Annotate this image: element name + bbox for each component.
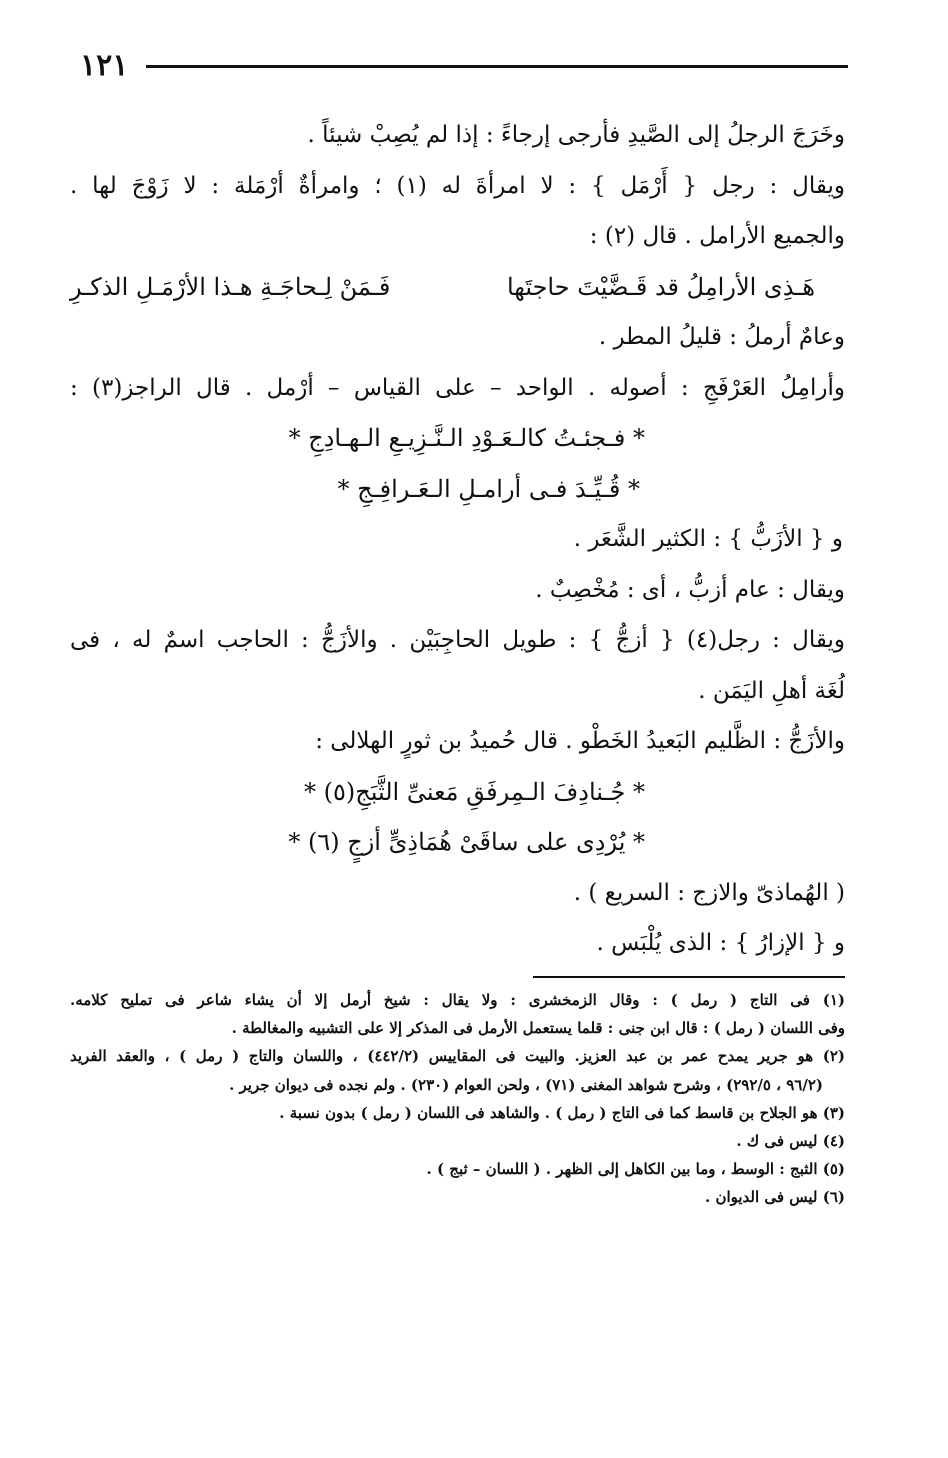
body-line: ( الهُماذىّ والازج : السريع ) . — [573, 879, 845, 906]
body-text — [70, 110, 845, 969]
header-rule — [146, 65, 848, 68]
page-number: ١٢١ — [80, 48, 129, 83]
body-line: والأزَجُّ : الظَّليم البَعيدُ الخَطْو . قال حُميدُ بن ثورٍ الهلالى : — [315, 728, 845, 754]
footnote: (٢) هو جرير يمدح عمر بن عبد العزيز. والبيت فى المقاييس (٤٤٢/٢) ، واللسان والتاج ( رمل ) ، والعقد الفريد — [70, 1047, 845, 1066]
footnote: (٦) ليس فى الديوان . — [705, 1188, 845, 1207]
footnote: (٣) هو الجلاح بن قاسط كما فى التاج ( رمل ) . والشاهد فى اللسان ( رمل ) بدون نسبة . — [279, 1103, 845, 1122]
rajaz-line: * قُـيِّـدَ فـى أرامـلِ الـعَـرافِـجِ * — [337, 474, 640, 503]
page-header — [70, 48, 848, 88]
body-line: ويقال : رجل { أَرْمَل } : لا امرأةَ له (١) ؛ وامرأةٌ أرْمَلة : لا زَوْجَ لها . — [70, 172, 845, 199]
body-line: وأرامِلُ العَرْفَجِ : أصوله . الواحد – على القياس – أرْمل . قال الراجز(٣) : — [70, 374, 845, 401]
footnote: وفى اللسان ( رمل ) : قال ابن جنى : قلما يستعمل الأرمل فى المذكر إلا على التشبيه والمغالطة . — [231, 1019, 845, 1038]
footnote: (١) فى التاج ( رمل ) : وقال الزمخشرى : ولا يقال : شيخ أرمل إلا أن يشاء شاعر فى تمليح كلامه. — [70, 991, 845, 1009]
footnotes — [70, 986, 845, 1212]
body-line: وعامٌ أرملُ : قليلُ المطر . — [598, 324, 845, 350]
body-line: والجميع الأرامل . قال (٢) : — [589, 223, 845, 249]
body-line: وخَرَجَ الرجلُ إلى الصَّيدِ فأرجى إرجاءً : إذا لم يُصِبْ شيئاً . — [307, 122, 845, 148]
poem-verse — [70, 262, 845, 313]
rajaz-line: * يُرْدِى على ساقَىْ هُمَاذِىٍّ أزجٍ (٦) * — [288, 828, 645, 856]
rajaz-line: * فـجئـتُ كالـعَـوْدِ الـنَّـزِيـعِ الـهـادِجِ * — [288, 424, 645, 452]
footnote: (٩٦/٢ ، ٢٩٢/٥) ، وشرح شواهد المغنى (٧١) ، ولحن العوام (٢٣٠) . ولم نجده فى ديوان جرير . — [229, 1075, 823, 1094]
footnote: (٤) ليس فى ك . — [736, 1131, 845, 1150]
body-line: ويقال : عام أزبُّ ، أى : مُخْصِبٌ . — [535, 576, 845, 603]
body-line: و { الأزَبُّ } : الكثير الشَّعَر . — [573, 526, 843, 552]
verse-second-hemistich: فَـمَنْ لِـحاجَـةِ هـذا الأرْمَـلِ الذكـرِ — [70, 272, 391, 301]
rajaz-line: * جُـنادِفَ الـمِرفَقِ مَعنىِّ الثَّبَجِ(٥) * — [303, 777, 645, 806]
body-line: لُغَة أهلِ اليَمَن . — [698, 677, 845, 704]
body-line: و { الإزارُ } : الذى يُلْبَس . — [596, 930, 845, 956]
verse-first-hemistich: هَـذِى الأرامِلُ قد قَـضَّيْتَ حاجتَها — [506, 272, 815, 301]
footnote-separator — [533, 976, 845, 978]
footnote: (٥) الثبج : الوسط ، وما بين الكاهل إلى الظهر . ( اللسان – ثبج ) . — [426, 1160, 845, 1179]
body-line: ويقال : رجل(٤) { أزجُّ } : طويل الحاجِبَيْن . والأزَجُّ : الحاجب اسمٌ له ، فى — [70, 627, 845, 653]
